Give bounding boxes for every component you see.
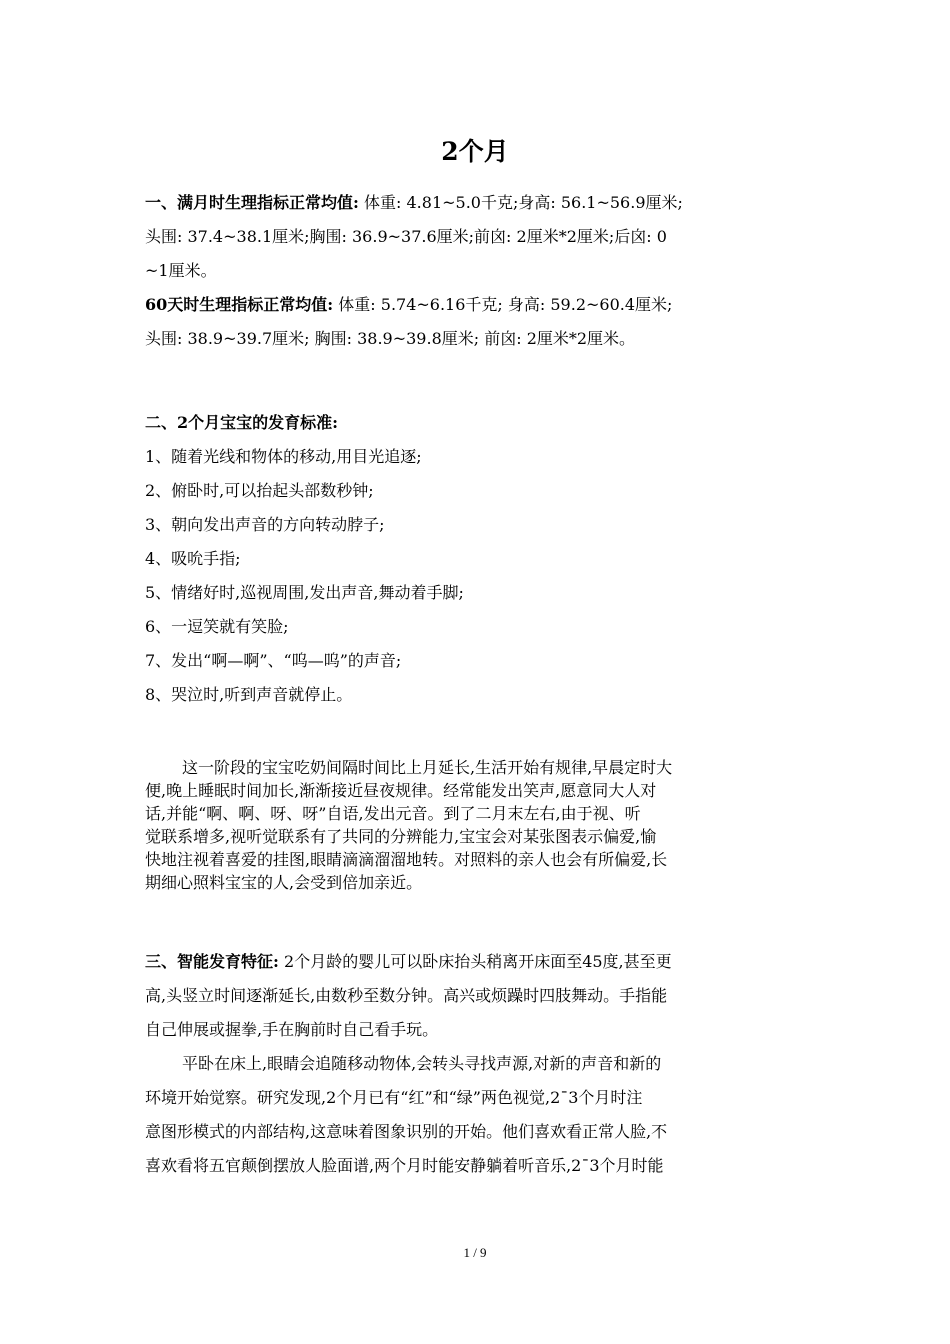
text-span: 体重: 5.74~6.16千克; 身高: 59.2~60.4厘米;: [338, 295, 673, 314]
text-line: [145, 945, 810, 979]
section-heading: 一、满月时生理指标正常均值:: [145, 193, 359, 212]
text-line: 意图形模式的内部结构,这意味着图象识别的开始。他们喜欢看正常人脸,不: [145, 1122, 668, 1141]
text-line: 自己伸展或握拳,手在胸前时自己看手玩。: [145, 1020, 439, 1039]
text-line: [145, 186, 810, 220]
list-item: 8、哭泣时,听到声音就停止。: [145, 685, 353, 704]
text-line: 头围: 37.4~38.1厘米;胸围: 36.9~37.6厘米;前囟: 2厘米*2厘米;后囟: 0: [145, 227, 667, 246]
section-physiological-indices: [145, 186, 810, 356]
text-line: 环境开始觉察。研究发现,2个月已有“红”和“绿”两色视觉,2¯3个月时注: [145, 1088, 643, 1107]
text-line: ~1厘米。: [145, 261, 217, 280]
list-item: 6、一逗笑就有笑脸;: [145, 617, 289, 636]
section-intelligence-development: [145, 945, 810, 1183]
list-item: 7、发出“啊—啊”、“呜—呜”的声音;: [145, 651, 402, 670]
text-line: 头围: 38.9~39.7厘米; 胸围: 38.9~39.8厘米; 前囟: 2厘米*2厘米。: [145, 329, 636, 348]
list-item: 5、情绪好时,巡视周围,发出声音,舞动着手脚;: [145, 583, 464, 602]
text-line: 喜欢看将五官颠倒摆放人脸面谱,两个月时能安静躺着听音乐,2¯3个月时能: [145, 1156, 664, 1175]
text-line: 平卧在床上,眼睛会追随移动物体,会转头寻找声源,对新的声音和新的: [182, 1054, 662, 1073]
list-item: 3、朝向发出声音的方向转动脖子;: [145, 515, 385, 534]
text-span: 2个月龄的婴儿可以卧床抬头稍离开床面至45度,甚至更: [284, 952, 672, 971]
section-heading-text: 二、2个月宝宝的发育标准:: [145, 413, 339, 432]
text-span: 体重: 4.81~5.0千克;身高: 56.1~56.9厘米;: [364, 193, 683, 212]
body-paragraph: [145, 756, 810, 894]
text-line: 高,头竖立时间逐渐延长,由数秒至数分钟。高兴或烦躁时四肢舞动。手指能: [145, 986, 668, 1005]
page-title: 2个月: [441, 137, 509, 166]
text-line: 觉联系增多,视听觉联系有了共同的分辨能力,宝宝会对某张图表示偏爱,愉: [145, 827, 657, 846]
list-item: 2、俯卧时,可以抬起头部数秒钟;: [145, 481, 374, 500]
section-heading: [145, 406, 810, 440]
text-line: 期细心照料宝宝的人,会受到倍加亲近。: [145, 873, 423, 892]
text-line: [145, 288, 810, 322]
text-line: 便,晚上睡眠时间加长,渐渐接近昼夜规律。经常能发出笑声,愿意同大人对: [145, 781, 657, 800]
section-development-standards: [145, 406, 810, 712]
section-heading: 三、智能发育特征:: [145, 952, 279, 971]
page-number: 1 / 9: [463, 1245, 487, 1260]
text-line: 这一阶段的宝宝吃奶间隔时间比上月延长,生活开始有规律,早晨定时大: [182, 758, 673, 777]
section-heading: 60天时生理指标正常均值:: [145, 295, 334, 314]
list-item: 4、吸吮手指;: [145, 549, 241, 568]
text-line: 快地注视着喜爱的挂图,眼睛滴滴溜溜地转。对照料的亲人也会有所偏爱,长: [145, 850, 668, 869]
text-line: 话,并能“啊、啊、呀、呀”自语,发出元音。到了二月末左右,由于视、听: [145, 804, 641, 823]
list-item: 1、随着光线和物体的移动,用目光追逐;: [145, 447, 422, 466]
